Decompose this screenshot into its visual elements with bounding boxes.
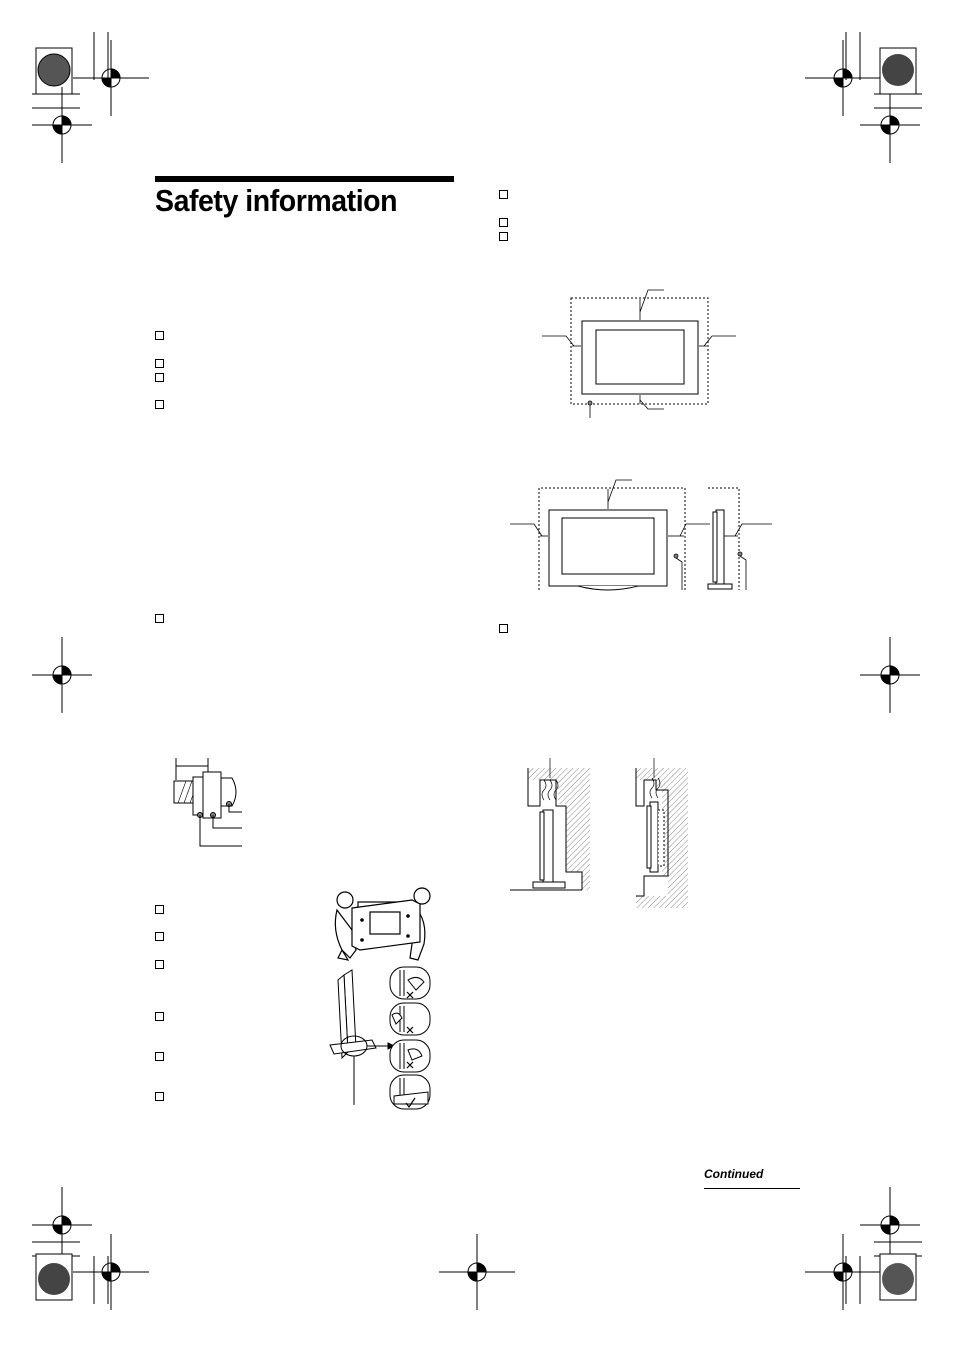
page-title: Safety information bbox=[155, 183, 398, 218]
continued-label: Continued bbox=[704, 1167, 764, 1181]
continued-rule bbox=[704, 1188, 800, 1189]
